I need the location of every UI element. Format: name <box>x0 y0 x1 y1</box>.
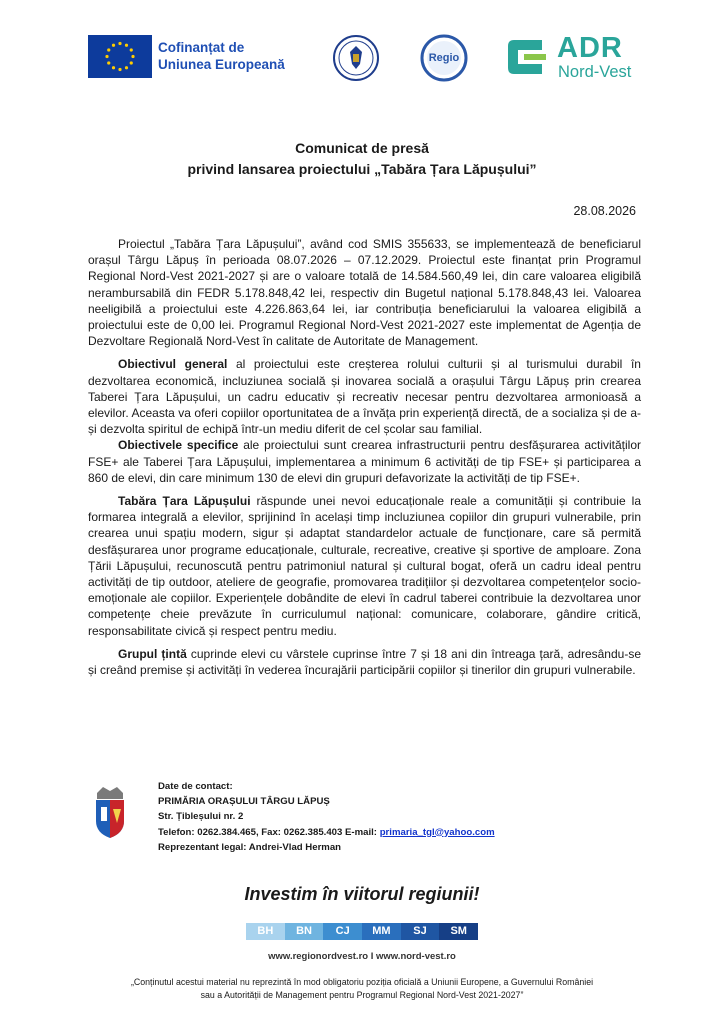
county-sj: SJ <box>401 923 440 940</box>
county-bar <box>246 923 478 940</box>
paragraph-general-objective <box>88 356 641 437</box>
page-title <box>0 138 724 180</box>
disclaimer-line1: „Conținutul acestui material nu reprezintă în mod obligatoriu poziția oficială a Uniunii Europene, a Guvernului României <box>130 977 594 987</box>
target-group-label: Grupul țintă <box>118 646 187 661</box>
title-line2: privind lansarea proiectului „Tabăra Țara Lăpușului” <box>187 161 537 177</box>
contact-address: Str. Țibleșului nr. 2 <box>158 811 244 823</box>
county-cj: CJ <box>323 923 362 940</box>
contact-phone: Telefon: 0262.384.465, Fax: 0262.385.403 E-mail: <box>158 826 380 838</box>
release-date: 28.08.2026 <box>573 204 636 218</box>
eu-line1: Cofinanțat de <box>158 40 245 55</box>
paragraph-specific-objectives <box>88 437 641 486</box>
contact-org: PRIMĂRIA ORAȘULUI TÂRGU LĂPUȘ <box>158 796 330 808</box>
target-group-text: cuprinde elevi cu vârstele cuprinse între 7 și 18 ani din întreaga țară, adresându-se și creând premise și activități în vederea încurajării participării copiilor și tinerilor din grupuri vulnerabile. <box>88 646 642 678</box>
camp-text: răspunde unei nevoi educaționale reale a comunității și contribuie la formarea integrală a elevilor, sprijinind în același timp incluziunea copiilor din grupuri vulnerabile, prin crearea unui spațiu modern, sigur și adaptat standardelor actuale de funcționare, care să permită desfășurarea unor programe educaționale, culturale, recreative, creative și sportive de amploare. Zona Țării Lăpușului, recunoscută pentru patrimoniul natural și cultural bogat, oferă un cadru ideal pentru activități de tip outdoor, ateliere de geografie, promovarea tradițiilor și dezvoltarea competențelor socio-emoționale ale copiilor. Experiențele dobândite de elevi în cadrul taberei contribuie la dezvoltarea unor competențe cheie prevăzute în curriculumul național: comunicare, colaborare, gândire critică, responsabilitate civică și respect pentru mediu. <box>88 494 641 638</box>
specific-objectives-text: ale proiectului sunt crearea infrastructurii pentru desfășurarea activităților FSE+ ale Taberei Țara Lăpușului, implementarea a minimum 6 activități de tip FSE+ și participarea a 860 de elevi, din care minimum 130 de elevi din grupuri defavorizate la activități de tip FSE+. <box>88 438 641 485</box>
contact-heading: Date de contact: <box>158 781 233 792</box>
paragraph-target-group <box>88 646 641 678</box>
specific-objectives-label: Obiectivele specifice <box>118 438 239 453</box>
county-bh: BH <box>246 923 285 940</box>
disclaimer-line2: sau a Autorității de Management pentru Programul Regional Nord-Vest 2021-2027” <box>200 990 524 1000</box>
adr-name: ADR <box>557 32 623 64</box>
adr-region: Nord-Vest <box>558 63 632 81</box>
town-crest-icon <box>93 783 127 839</box>
camp-label: Tabăra Țara Lăpușului <box>118 494 251 509</box>
eu-line2: Uniunea Europeană <box>158 57 285 72</box>
eu-flag-icon <box>88 35 152 78</box>
general-objective-text: al proiectului este creșterea rolului culturii și al turismului durabil în dezvoltarea economică, incluziunea socială și inovarea socială a orașului Târgu Lăpuș prin crearea Taberei Țara Lăpușului, un cadru educativ și recreativ necesar pentru dezvoltarea armonioasă a elevilor. Aceasta va oferi copiilor oportunitatea de a învăța prin experiență directă, de a socializa și de a-și dezvolta spiritul de echipă într-un mediu diferit de cel școlar sau familial. <box>88 357 641 437</box>
svg-text:Regio: Regio <box>428 52 460 64</box>
county-mm: MM <box>362 923 401 940</box>
government-seal-icon <box>332 34 380 82</box>
contact-phone-line <box>158 825 495 840</box>
paragraph-camp <box>88 493 641 639</box>
disclaimer <box>0 976 724 1002</box>
county-bn: BN <box>285 923 324 940</box>
eu-cofinance-label <box>158 39 285 73</box>
logo-bar <box>0 30 724 90</box>
website-links[interactable]: www.regionordvest.ro I www.nord-vest.ro <box>268 951 456 962</box>
press-release-body <box>88 236 641 685</box>
contact-email-link[interactable]: primaria_tgl@yahoo.com <box>379 826 495 838</box>
contact-block <box>158 779 495 855</box>
title-line1: Comunicat de presă <box>295 140 429 156</box>
contact-legal-rep: Reprezentant legal: Andrei-Vlad Herman <box>158 841 342 853</box>
paragraph-project: Proiectul „Tabăra Țara Lăpușului”, având cod SMIS 355633, se implementează de beneficiarul orașul Târgu Lăpuș în perioada 08.07.2026 – 07.12.2029. Proiectul este finanțat prin Programul Regional Nord-Vest 2021-2027 și are o valoare totală de 14.584.560,49 lei, din care valoarea eligibilă nerambursabilă din FEDR 5.178.848,42 lei, respectiv din Bugetul național 5.178.848,43 lei. Valoarea neeligibilă a proiectului este 4.226.863,64 lei, iar contribuția beneficiarului la valoarea eligibilă a proiectului este de 0,00 lei. Programul Regional Nord-Vest 2021-2027 este implementat de Agenția de Dezvoltare Regională Nord-Vest în calitate de Autoritate de Management. <box>88 237 641 349</box>
regio-logo-icon <box>420 34 468 82</box>
slogan: Investim în viitorul regiunii! <box>244 884 480 904</box>
adr-logo-icon <box>502 36 550 78</box>
county-sm: SM <box>439 923 478 940</box>
general-objective-label: Obiectivul general <box>118 357 228 372</box>
